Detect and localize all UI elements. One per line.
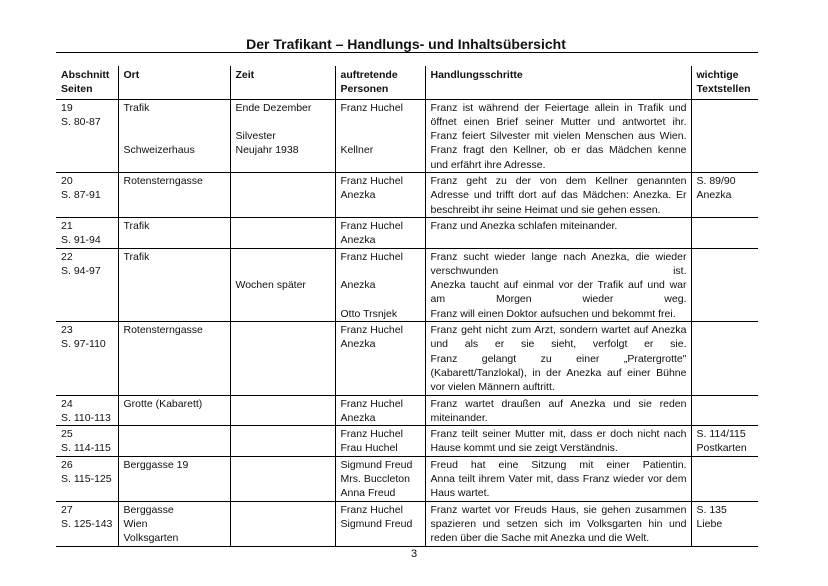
cell-line: Anezka	[340, 189, 376, 202]
cell-line: Franz geht nicht zum Arzt, sondern wartet auf Anezka	[430, 324, 687, 337]
cell-line: Franz Huchel	[340, 503, 403, 516]
cell-line: Franz ist während der Feiertage allein in Trafik und	[430, 101, 687, 114]
cell-line: Volksgarten	[123, 532, 179, 545]
cell-zeit	[230, 173, 335, 218]
cell-line: Liebe	[696, 517, 723, 530]
cell-line: S. 110-113	[61, 411, 111, 424]
cell-line: Franz wartet draußen auf Anezka und sie reden	[430, 397, 687, 410]
cell-line: Anezka	[696, 189, 732, 202]
document-title: Der Trafikant – Handlungs- und Inhaltsübersicht	[246, 36, 566, 52]
cell-zeit	[230, 99, 335, 172]
cell-personen	[335, 248, 425, 321]
cell-ort	[118, 173, 230, 218]
header-text: Textstellen	[696, 83, 751, 96]
header-ort	[118, 66, 230, 99]
cell-line: 27	[61, 503, 73, 516]
cell-line: und erfährt ihre Adresse.	[430, 158, 546, 171]
cell-line: Anezka	[340, 234, 376, 247]
cell-line: Anezka	[340, 411, 376, 424]
cell-zeit	[230, 248, 335, 321]
cell-personen	[335, 426, 425, 457]
cell-line: Trafik	[123, 219, 150, 232]
table-row	[56, 248, 758, 321]
cell-handlung	[425, 426, 691, 457]
cell-line	[124, 115, 226, 129]
cell-abschnitt	[56, 248, 118, 321]
cell-line: Rotensterngasse	[123, 175, 203, 188]
cell-abschnitt	[56, 322, 118, 395]
header-text: wichtige	[696, 69, 739, 81]
cell-line	[341, 115, 421, 129]
cell-line: S. 125-143	[61, 517, 113, 530]
cell-textstellen	[691, 99, 758, 172]
cell-textstellen	[691, 395, 758, 426]
cell-zeit	[230, 217, 335, 248]
cell-handlung	[425, 99, 691, 172]
cell-line: verschwunden ist.	[430, 264, 687, 277]
cell-zeit	[230, 322, 335, 395]
cell-line	[341, 129, 421, 143]
cell-textstellen	[691, 456, 758, 501]
cell-personen	[335, 456, 425, 501]
cell-line: Franz Huchel	[340, 397, 403, 410]
cell-zeit	[230, 456, 335, 501]
cell-zeit	[230, 395, 335, 426]
cell-abschnitt	[56, 217, 118, 248]
cell-line: Adresse und trifft dort auf das Mädchen: Anezka. Er	[430, 189, 687, 202]
cell-abschnitt	[56, 173, 118, 218]
cell-line: Berggasse	[123, 503, 174, 516]
cell-line: 23	[61, 324, 73, 337]
cell-line: 19	[61, 101, 73, 114]
cell-abschnitt	[56, 426, 118, 457]
cell-line: Rotensterngasse	[123, 324, 203, 337]
cell-line: Franz gelangt zu einer „Pratergrotte"	[430, 352, 687, 365]
cell-line: S. 135	[696, 503, 727, 516]
table-body	[56, 99, 758, 546]
cell-line: spazieren und setzen sich im Volksgarten hin und	[430, 517, 687, 530]
cell-line: Berggasse 19	[123, 458, 189, 471]
table-row	[56, 322, 758, 395]
cell-handlung	[425, 395, 691, 426]
cell-line: Franz Huchel	[340, 428, 403, 441]
summary-table	[56, 66, 758, 547]
cell-zeit	[230, 426, 335, 457]
cell-abschnitt	[56, 99, 118, 172]
cell-line: Haus wartet.	[430, 487, 490, 500]
cell-line: Anna teilt ihrem Vater mit, dass Franz wieder vor dem	[430, 473, 687, 486]
cell-line: Ende Dezember	[235, 101, 312, 114]
cell-personen	[335, 501, 425, 546]
cell-line: Hause kommt und sie zeigt Verständnis.	[430, 442, 618, 455]
cell-ort	[118, 217, 230, 248]
cell-line	[236, 115, 331, 129]
cell-line	[236, 264, 331, 278]
cell-line: Franz Huchel	[340, 324, 403, 337]
header-zeit	[230, 66, 335, 99]
cell-line: Anezka	[340, 279, 376, 292]
cell-line: Franz wartet vor Freuds Haus, sie gehen zusammen	[430, 503, 687, 516]
table-row	[56, 456, 758, 501]
header-text: Personen	[340, 83, 389, 96]
cell-line: beschreibt ihr seine Heimat und sie gehen essen.	[430, 203, 661, 216]
header-text: auftretende	[340, 69, 398, 81]
cell-line	[341, 292, 421, 306]
header-abschnitt	[56, 66, 118, 99]
cell-line: S. 91-94	[61, 234, 101, 247]
cell-textstellen	[691, 501, 758, 546]
table-row	[56, 99, 758, 172]
cell-line: Neujahr 1938	[235, 144, 299, 157]
header-textstellen	[691, 66, 758, 99]
cell-personen	[335, 395, 425, 426]
cell-ort	[118, 395, 230, 426]
cell-handlung	[425, 322, 691, 395]
cell-line: Franz Huchel	[340, 101, 403, 114]
cell-line: S. 114-115	[61, 442, 111, 455]
cell-line: Trafik	[123, 250, 150, 263]
cell-line: Franz teilt seiner Mutter mit, dass er doch nicht nach	[430, 428, 687, 441]
cell-textstellen	[691, 248, 758, 321]
cell-handlung	[425, 173, 691, 218]
cell-line: 26	[61, 458, 73, 471]
cell-line: Trafik	[123, 101, 150, 114]
cell-abschnitt	[56, 395, 118, 426]
cell-handlung	[425, 248, 691, 321]
table-header-row	[56, 66, 758, 99]
header-handlung	[425, 66, 691, 99]
cell-line: miteinander.	[430, 411, 488, 424]
cell-line: Grotte (Kabarett)	[123, 397, 203, 410]
cell-line: Franz Huchel	[340, 250, 403, 263]
cell-ort	[118, 501, 230, 546]
cell-line: Mrs. Buccleton	[340, 473, 410, 486]
cell-line: Franz Huchel	[340, 219, 403, 232]
header-text: Zeit	[235, 69, 255, 81]
table-row	[56, 501, 758, 546]
table-row	[56, 173, 758, 218]
cell-line: (Kabarett/Tanzlokal), in der Anezka auf einer Bühne	[430, 366, 687, 379]
cell-line: S. 115-125	[61, 473, 112, 486]
header-text: Handlungsschritte	[430, 69, 523, 81]
cell-line: Frau Huchel	[340, 442, 398, 455]
cell-line: Anna Freud	[340, 487, 396, 500]
cell-line: Postkarten	[696, 442, 747, 455]
cell-line: S. 97-110	[61, 338, 106, 351]
cell-line: Schweizerhaus	[123, 144, 195, 157]
cell-handlung	[425, 217, 691, 248]
cell-line: und als er sie sieht, verfolgt er sie.	[430, 338, 687, 351]
cell-line: S. 114/115	[696, 428, 746, 441]
cell-line: Franz fragt den Kellner, ob er das Mädchen kenne	[430, 144, 687, 157]
cell-line: am Morgen wieder weg.	[430, 293, 687, 306]
cell-abschnitt	[56, 456, 118, 501]
cell-line: reden über die Sache mit Anezka und die Welt.	[430, 532, 650, 545]
cell-line: S. 87-91	[61, 189, 101, 202]
cell-line: 24	[61, 397, 73, 410]
header-text: Ort	[123, 69, 140, 81]
cell-line	[341, 264, 421, 278]
table-row	[56, 217, 758, 248]
cell-line	[124, 129, 226, 143]
cell-ort	[118, 322, 230, 395]
cell-ort	[118, 426, 230, 457]
cell-line: Wochen später	[235, 279, 306, 292]
cell-line: vor vielen Männern auftritt.	[430, 381, 555, 394]
cell-line: 25	[61, 428, 73, 441]
table-row	[56, 395, 758, 426]
cell-line: Franz Huchel	[340, 175, 403, 188]
cell-textstellen	[691, 173, 758, 218]
cell-line: Wien	[123, 517, 148, 530]
cell-textstellen	[691, 322, 758, 395]
cell-line: Franz feiert Silvester mit vielen Menschen aus Wien.	[430, 130, 687, 143]
cell-textstellen	[691, 217, 758, 248]
cell-personen	[335, 173, 425, 218]
cell-line: Kellner	[340, 144, 374, 157]
header-text: Seiten	[61, 83, 93, 96]
cell-line: S. 89/90	[696, 175, 736, 188]
cell-handlung	[425, 501, 691, 546]
cell-abschnitt	[56, 501, 118, 546]
cell-line: Sigmund Freud	[340, 458, 413, 471]
header-text: Abschnitt	[61, 69, 110, 81]
cell-line: 20	[61, 175, 73, 188]
cell-handlung	[425, 456, 691, 501]
cell-line: Freud hat eine Sitzung mit einer Patientin.	[430, 458, 687, 471]
cell-zeit	[230, 501, 335, 546]
cell-line: S. 80-87	[61, 115, 101, 128]
cell-ort	[118, 99, 230, 172]
cell-line: Otto Trsnjek	[340, 307, 398, 320]
cell-line: Sigmund Freud	[340, 517, 413, 530]
table-row	[56, 426, 758, 457]
cell-line: 22	[61, 250, 73, 263]
cell-personen	[335, 99, 425, 172]
cell-line: S. 94-97	[61, 264, 101, 277]
cell-personen	[335, 322, 425, 395]
cell-line: Franz sucht wieder lange nach Anezka, die wieder	[430, 250, 687, 263]
cell-textstellen	[691, 426, 758, 457]
cell-line: Franz und Anezka schlafen miteinander.	[430, 219, 618, 232]
page-number: 3	[410, 548, 418, 560]
cell-line: Franz geht zu der von dem Kellner genannten	[430, 175, 687, 188]
cell-line: Anezka taucht auf einmal vor der Trafik auf und war	[430, 279, 687, 292]
cell-ort	[118, 248, 230, 321]
cell-personen	[335, 217, 425, 248]
cell-line: öffnet einen Brief seiner Mutter und antwortet ihr.	[430, 115, 687, 128]
cell-line: Anezka	[340, 338, 376, 351]
cell-line: 21	[61, 219, 73, 232]
title-underline	[56, 52, 758, 53]
cell-ort	[118, 456, 230, 501]
cell-line: Franz will einen Doktor aufsuchen und bekommt frei.	[430, 307, 676, 320]
cell-line: Silvester	[235, 130, 276, 143]
cell-line	[236, 250, 331, 264]
header-personen	[335, 66, 425, 99]
